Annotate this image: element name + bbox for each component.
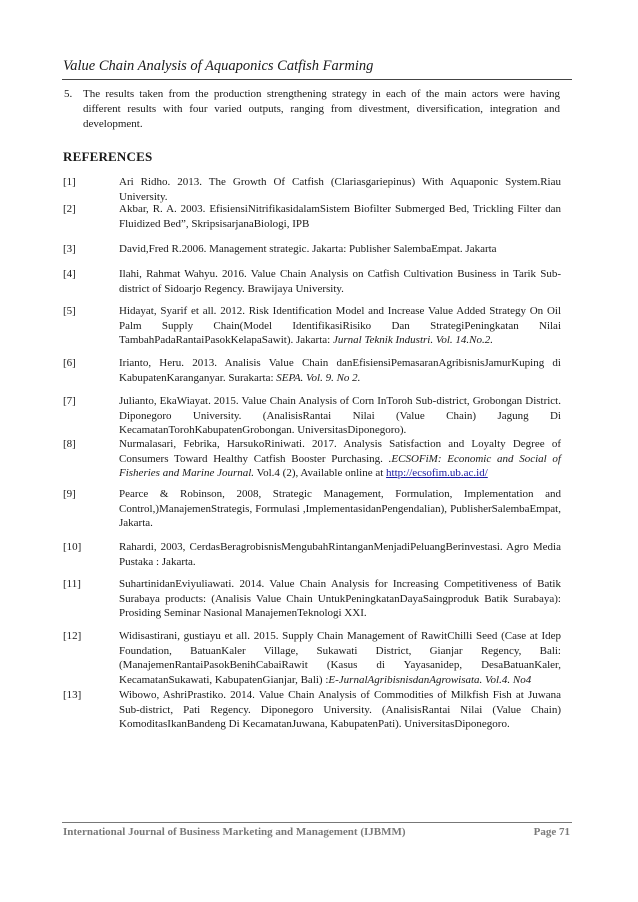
reference-item [63,688,561,732]
reference-item [63,540,561,569]
reference-text: Nurmalasari, Febrika, HarsukoRiniwati. 2017. Analysis Satisfaction and Loyalty Degree of Consumers Toward Healthy Catfish Booster Purchasing. .ECSOFiM: Economic and Social of Fisheries and Marine Journal. Vol.4 (2), Available online at http://ecsofim.ub.ac.id/ [119,438,561,479]
reference-item [63,202,561,231]
reference-label: [3] [63,243,76,255]
conclusion-item-number: 5. [64,88,73,100]
reference-journal: .ECSOFiM: Economic and Social of Fisheries and Marine Journal. [119,452,561,479]
reference-journal: E-JurnalAgribisnisdanAgrowisata. Vol.4. No4 [328,673,532,686]
reference-label: [5] [63,305,76,317]
reference-label: [7] [63,395,76,407]
reference-label: [9] [63,488,76,500]
reference-item [63,577,561,621]
reference-text: Wibowo, AshriPrastiko. 2014. Value Chain Analysis of Commodities of Milkfish Fish at Juwana Sub-district, Pati Regency. Diponegoro University. (AnalisisRantai Nilai (Value Chain) KomoditasIkanBandeng Di KecamatanJuwana, KabupatenPati). UniversitasDiponegoro. [119,689,561,730]
reference-item [63,394,561,438]
reference-item [63,437,561,481]
footer-divider [62,822,572,823]
reference-journal: SEPA. Vol. 9. No 2. [276,371,361,384]
reference-label: [2] [63,203,76,215]
reference-label: [4] [63,268,76,280]
reference-text: Julianto, EkaWiayat. 2015. Value Chain Analysis of Corn InToroh Sub-district, Grobongan District. Diponegoro University. (AnalisisRantai Nilai (Value Chain) Jagung Di KecamatanTorohKabupatenGrobongan. UniversitasDiponegoro). [119,395,561,436]
reference-label: [12] [63,630,82,642]
reference-url-link[interactable]: http://ecsofim.ub.ac.id/ [386,467,488,479]
running-header-title: Value Chain Analysis of Aquaponics Catfish Farming [63,58,374,74]
reference-label: [8] [63,438,76,450]
reference-label: [13] [63,689,82,701]
references-heading: REFERENCES [63,149,153,164]
reference-text: Rahardi, 2003, CerdasBeragrobisnisMengubahRintanganMenjadiPeluangBerinvestasi. Agro Media Pustaka : Jakarta. [119,541,561,568]
reference-text: Akbar, R. A. 2003. EfisiensiNitrifikasidalamSistem Biofilter Submerged Bed, Trickling Filter dan Fluidized Bed”, SkripsisarjanaBiologi, IPB [119,203,561,230]
header-divider [62,79,572,80]
reference-text: Widisastirani, gustiayu et all. 2015. Supply Chain Management of RawitChilli Seed (Case at Idep Foundation, BatuanKaler Village, Sukawati District, Gianjar Regency, Bali: (ManajemenRantaiPasokBenihCabaiRawit (Kasus di Yayasanidep, DesaBatuanKaler, KecamatanSukawati, KabupatenGianjar, Bali) :E-JurnalAgribisnisdanAgrowisata. Vol.4. No4 [119,630,561,686]
reference-item [63,267,561,296]
reference-item [63,242,561,257]
reference-label: [10] [63,541,82,553]
reference-item [63,356,561,385]
reference-item [63,304,561,348]
reference-label: [6] [63,357,76,369]
conclusion-item-text: The results taken from the production strengthening strategy in each of the main actors were having different results with four varied outputs, ranging from divestment, diversification, integration and development. [83,88,560,130]
reference-label: [1] [63,176,76,188]
footer-journal-name: International Journal of Business Marketing and Management (IJBMM) [63,826,406,838]
reference-text: Ilahi, Rahmat Wahyu. 2016. Value Chain Analysis on Catfish Cultivation Business in Tarik Sub-district of Sidoarjo Regency. Brawijaya University. [119,268,561,295]
reference-text: David,Fred R.2006. Management strategic. Jakarta: Publisher SalembaEmpat. Jakarta [119,243,497,255]
reference-text: Pearce & Robinson, 2008, Strategic Management, Formulation, Implementation and Control,)ManajemenStrategis, Formulasi ,ImplementasidanPengendalian), PublisherSalembaEmpat, Jakarta. [119,488,561,529]
reference-journal: Jurnal Teknik Industri. Vol. 14.No.2. [332,334,493,346]
reference-text: Ari Ridho. 2013. The Growth Of Catfish (Clariasgariepinus) With Aquaponic System.Riau University. [119,176,561,203]
reference-text: SuhartinidanEviyuliawati. 2014. Value Chain Analysis for Increasing Competitiveness of Batik Surabaya products: (Analisis Value Chain UntukPeningkatanDayaSaingproduk Batik Surabaya): Prosiding Seminar Nasional ManajemenTeknologi XXI. [119,578,561,619]
reference-item [63,629,561,687]
reference-item [63,487,561,531]
conclusion-item-5 [64,87,560,132]
reference-text: Irianto, Heru. 2013. Analisis Value Chain danEfisiensiPemasaranAgribisnisJamurKuping di KabupatenKaranganyar. Surakarta: SEPA. Vol. 9. No 2. [119,357,561,384]
reference-label: [11] [63,578,81,590]
reference-item [63,175,561,204]
reference-text: Hidayat, Syarif et all. 2012. Risk Identification Model and Increase Value Added Strategy On Oil Palm Supply Chain(Model IdentifikasiRisiko Dan StrategiPeningkatan Nilai TambahPadaRantaiPasokKelapaSawit). Jakarta: Jurnal Teknik Industri. Vol. 14.No.2. [119,305,561,346]
page-number: Page 71 [533,826,570,838]
